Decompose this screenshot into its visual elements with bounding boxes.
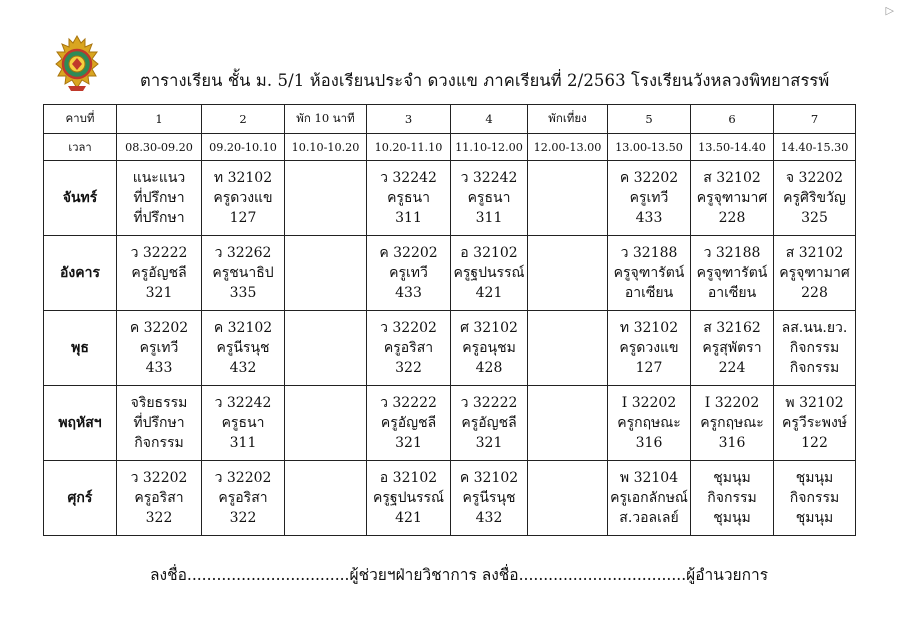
period-time: 10.10-10.20 [285, 134, 367, 161]
signature-line: ลงชื่อ.................................ผู้ช่วยฯฝ่ายวิชาการ ลงชื่อ..................................ผู้อำนวยการ [150, 566, 769, 584]
subject-code: ส 32102 [785, 245, 844, 261]
subject-code: ชุมนุม [713, 470, 751, 486]
schedule-cell [117, 236, 202, 311]
teacher-name: ครูฐปนรรณ์ [453, 265, 525, 281]
room-number: อาเซียน [624, 285, 674, 301]
empty-cell [285, 386, 367, 461]
schedule-cell [202, 386, 285, 461]
subject-code: ค 32102 [459, 470, 519, 486]
room-number: 127 [229, 210, 257, 226]
schedule-cell [691, 236, 774, 311]
page-title: ตารางเรียน ชั้น ม. 5/1 ห้องเรียนประจำ ดวงแข ภาคเรียนที่ 2/2563 โรงเรียนวังหลวงพิทยาสรรพ์ [140, 71, 830, 90]
teacher-name: ครูอริสา [383, 340, 434, 356]
day-name: ศุกร์ [44, 461, 117, 536]
teacher-name: ครูจุฑามาศ [696, 190, 768, 206]
schedule-cell [608, 386, 691, 461]
schedule-cell [451, 386, 528, 461]
room-number: 322 [229, 510, 257, 526]
teacher-name: ครูอัญชลี [131, 265, 187, 281]
period-number: 6 [691, 105, 774, 134]
schedule-cell [774, 386, 856, 461]
empty-cell [528, 236, 608, 311]
subject-code: ว 32242 [380, 170, 437, 186]
schedule-cell [202, 461, 285, 536]
page-marker-icon: ▷ [885, 4, 894, 17]
room-number: 321 [145, 285, 173, 301]
schedule-cell [774, 161, 856, 236]
subject-code: ค 32202 [379, 245, 438, 261]
subject-code: ค 32102 [213, 320, 273, 336]
room-number: 428 [475, 360, 503, 376]
room-number: 224 [718, 360, 746, 376]
room-number: 433 [635, 210, 663, 226]
room-number: 228 [801, 285, 828, 301]
teacher-name: ที่ปรึกษา [133, 415, 185, 431]
period-number: 1 [117, 105, 202, 134]
room-number: ชุมนุม [795, 510, 834, 526]
teacher-name: ครูกฤษณะ [700, 415, 764, 431]
subject-code: อ 32102 [460, 245, 518, 261]
empty-cell [285, 236, 367, 311]
empty-cell [528, 311, 608, 386]
period-time: 11.10-12.00 [451, 134, 528, 161]
subject-code: ว 32188 [620, 245, 678, 261]
schedule-cell [691, 386, 774, 461]
subject-code: ว 32222 [460, 395, 518, 411]
period-time: 14.40-15.30 [774, 134, 856, 161]
day-name: จันทร์ [44, 161, 117, 236]
subject-code: ว 32242 [460, 170, 518, 186]
room-number: 432 [229, 360, 257, 376]
subject-code: ชุมนุม [795, 470, 834, 486]
room-number: 421 [475, 285, 503, 301]
subject-code: พ 32102 [785, 395, 844, 411]
room-number: อาเซียน [707, 285, 757, 301]
period-number: 4 [451, 105, 528, 134]
teacher-name: ครูเทวี [629, 190, 669, 206]
room-number: 421 [395, 510, 422, 526]
teacher-name: ครูอนุชม [462, 340, 516, 356]
schedule-cell [774, 311, 856, 386]
room-number: ชุมนุม [713, 510, 751, 526]
schedule-cell [691, 461, 774, 536]
teacher-name: ที่ปรึกษา [133, 190, 185, 206]
room-number: 316 [718, 435, 746, 451]
room-number: 322 [145, 510, 173, 526]
schedule-cell [117, 161, 202, 236]
time-label: เวลา [44, 134, 117, 161]
lunch-label: พักเที่ยง [528, 105, 608, 134]
schedule-cell [202, 236, 285, 311]
period-time: 10.20-11.10 [367, 134, 451, 161]
time-row [44, 134, 856, 161]
subject-code: ว 32262 [214, 245, 272, 261]
room-number: ที่ปรึกษา [133, 210, 185, 226]
schedule-cell [117, 386, 202, 461]
subject-code: ลส.นน.ยว. [781, 320, 848, 336]
teacher-name: ครูสุพัตรา [702, 340, 762, 356]
teacher-name: ครูอัญชลี [380, 415, 437, 431]
teacher-name: ครูธนา [221, 415, 265, 431]
teacher-name: ครูเอกลักษณ์ [610, 490, 688, 506]
teacher-name: ครูเทวี [139, 340, 179, 356]
teacher-name: กิจกรรม [789, 340, 840, 356]
period-header-row [44, 105, 856, 134]
day-rows [44, 161, 856, 536]
teacher-name: ครูนีรนุช [462, 490, 516, 506]
day-row [44, 386, 856, 461]
day-name: พฤหัสฯ [44, 386, 117, 461]
teacher-name: ครูอริสา [134, 490, 184, 506]
schedule-cell [202, 311, 285, 386]
teacher-name: ครูอริสา [218, 490, 268, 506]
subject-code: ว 32202 [380, 320, 437, 336]
day-row [44, 161, 856, 236]
schedule-cell [451, 161, 528, 236]
subject-code: แนะแนว [132, 170, 186, 186]
subject-code: ว 32222 [130, 245, 188, 261]
subject-code: จริยธรรม [130, 395, 188, 411]
room-number: กิจกรรม [134, 435, 184, 451]
teacher-name: กิจกรรม [707, 490, 757, 506]
schedule-cell [367, 461, 451, 536]
room-number: 432 [475, 510, 503, 526]
room-number: 311 [229, 435, 257, 451]
teacher-name: ครูชนาธิป [212, 265, 274, 281]
period-number: 5 [608, 105, 691, 134]
schedule-cell [202, 161, 285, 236]
teacher-name: ครูดวงแข [213, 190, 273, 206]
room-number: 433 [395, 285, 422, 301]
school-emblem-icon [52, 34, 102, 92]
period-time: 13.00-13.50 [608, 134, 691, 161]
room-number: กิจกรรม [789, 360, 840, 376]
schedule-cell [451, 461, 528, 536]
schedule-cell [451, 236, 528, 311]
schedule-cell [691, 311, 774, 386]
subject-code: ว 32242 [214, 395, 272, 411]
room-number: ส.วอลเลย์ [619, 510, 679, 526]
class-schedule-table [43, 104, 856, 536]
subject-code: ศ 32102 [460, 320, 518, 336]
schedule-cell [117, 311, 202, 386]
subject-code: ว 32188 [703, 245, 761, 261]
subject-code: พ 32104 [619, 470, 679, 486]
empty-cell [285, 311, 367, 386]
subject-code: ท 32102 [213, 170, 273, 186]
schedule-cell [367, 386, 451, 461]
day-row [44, 311, 856, 386]
schedule-cell [367, 311, 451, 386]
schedule-cell [608, 461, 691, 536]
room-number: 316 [635, 435, 663, 451]
period-time: 08.30-09.20 [117, 134, 202, 161]
teacher-name: ครูอัญชลี [461, 415, 517, 431]
teacher-name: ครูจุฑารัตน์ [613, 265, 685, 281]
schedule-cell [367, 236, 451, 311]
schedule-cell [608, 311, 691, 386]
schedule-cell [451, 311, 528, 386]
day-name: อังคาร [44, 236, 117, 311]
room-number: 311 [475, 210, 503, 226]
teacher-name: ครูนีรนุช [216, 340, 270, 356]
break-label: พัก 10 นาที [285, 105, 367, 134]
period-number: 2 [202, 105, 285, 134]
subject-code: ว 32202 [214, 470, 272, 486]
teacher-name: ครูเทวี [389, 265, 428, 281]
teacher-name: ครูจุฑามาศ [779, 265, 850, 281]
schedule-cell [117, 461, 202, 536]
teacher-name: ครูธนา [387, 190, 430, 206]
schedule-cell [367, 161, 451, 236]
subject-code: I 32202 [704, 395, 760, 411]
subject-code: ว 32222 [380, 395, 437, 411]
period-time: 13.50-14.40 [691, 134, 774, 161]
schedule-cell [774, 461, 856, 536]
schedule-cell [608, 236, 691, 311]
teacher-name: ครูจุฑารัตน์ [696, 265, 768, 281]
period-number: 7 [774, 105, 856, 134]
day-row [44, 461, 856, 536]
empty-cell [528, 386, 608, 461]
teacher-name: ครูศิริขวัญ [783, 190, 846, 206]
subject-code: ท 32102 [619, 320, 679, 336]
subject-code: I 32202 [621, 395, 677, 411]
room-number: 322 [395, 360, 422, 376]
room-number: 311 [395, 210, 422, 226]
empty-cell [285, 161, 367, 236]
subject-code: ส 32162 [703, 320, 761, 336]
schedule-cell [774, 236, 856, 311]
subject-code: ค 32202 [619, 170, 679, 186]
room-number: 228 [718, 210, 746, 226]
day-name: พุธ [44, 311, 117, 386]
subject-code: ส 32102 [703, 170, 761, 186]
teacher-name: กิจกรรม [789, 490, 840, 506]
teacher-name: ครูธนา [467, 190, 511, 206]
subject-code: จ 32202 [785, 170, 844, 186]
teacher-name: ครูวีระพงษ์ [781, 415, 848, 431]
subject-code: ว 32202 [130, 470, 188, 486]
room-number: 122 [801, 435, 828, 451]
room-number: 321 [475, 435, 503, 451]
room-number: 335 [229, 285, 257, 301]
subject-code: ค 32202 [129, 320, 189, 336]
empty-cell [285, 461, 367, 536]
schedule-cell [691, 161, 774, 236]
period-time: 12.00-13.00 [528, 134, 608, 161]
page-edge [0, 0, 8, 638]
period-number: 3 [367, 105, 451, 134]
room-number: 325 [801, 210, 828, 226]
subject-code: อ 32102 [379, 470, 438, 486]
period-time: 09.20-10.10 [202, 134, 285, 161]
period-label: คาบที่ [44, 105, 117, 134]
day-row [44, 236, 856, 311]
empty-cell [528, 461, 608, 536]
empty-cell [528, 161, 608, 236]
room-number: 127 [635, 360, 663, 376]
room-number: 321 [395, 435, 422, 451]
room-number: 433 [145, 360, 173, 376]
teacher-name: ครูกฤษณะ [617, 415, 681, 431]
schedule-cell [608, 161, 691, 236]
teacher-name: ครูดวงแข [619, 340, 679, 356]
teacher-name: ครูฐปนรรณ์ [372, 490, 445, 506]
